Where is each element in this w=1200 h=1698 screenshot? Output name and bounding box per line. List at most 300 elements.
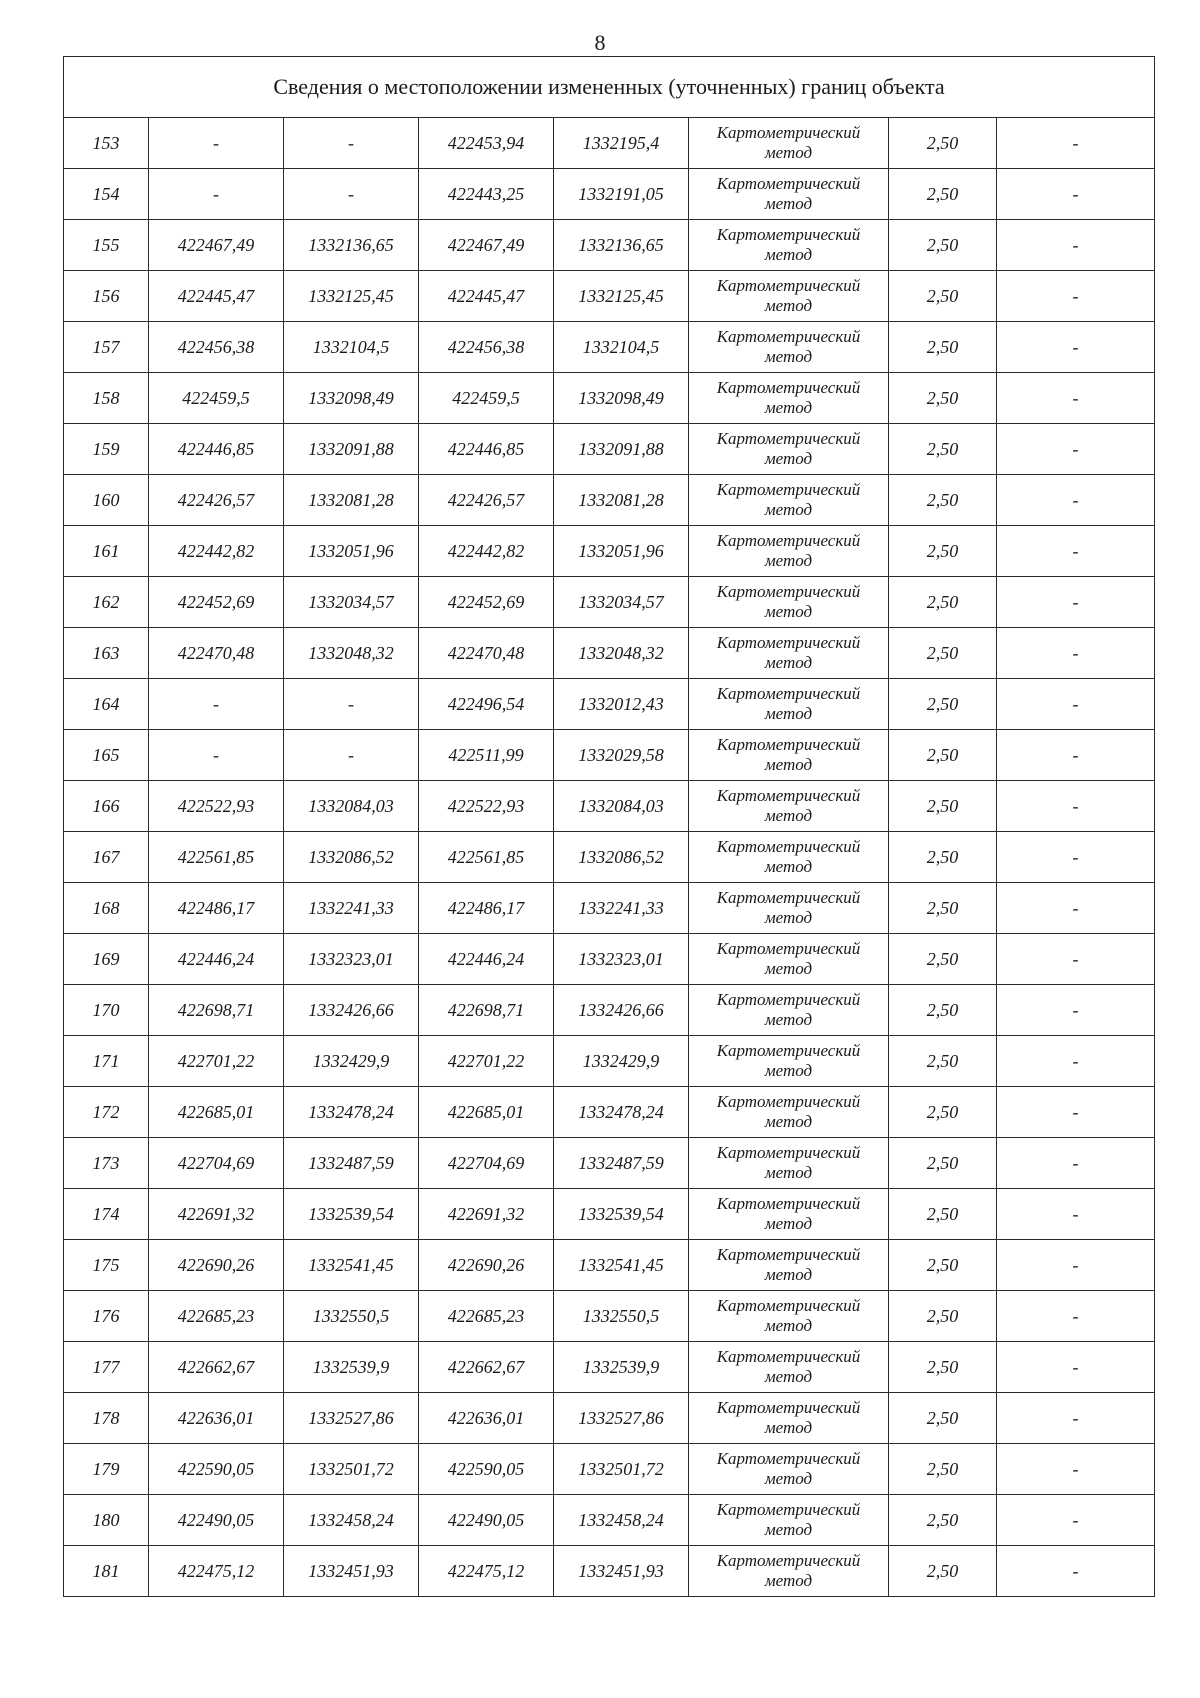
description-cell: - [997,1444,1155,1495]
method-line-2: метод [764,1214,813,1233]
refined-y-cell: 1332098,49 [554,373,689,424]
point-number-cell: 165 [64,730,149,781]
description-cell: - [997,934,1155,985]
existing-y-cell: 1332487,59 [284,1138,419,1189]
refined-x-cell: 422426,57 [419,475,554,526]
method-line-2: метод [764,245,813,264]
method-line-2: метод [764,1112,813,1131]
point-number-cell: 176 [64,1291,149,1342]
existing-y-cell: 1332136,65 [284,220,419,271]
existing-x-cell: 422486,17 [149,883,284,934]
refined-x-cell: 422691,32 [419,1189,554,1240]
refined-x-cell: 422685,01 [419,1087,554,1138]
existing-x-cell: - [149,679,284,730]
method-line-1: Картометрический [716,1347,861,1366]
refined-y-cell: 1332081,28 [554,475,689,526]
method-line-2: метод [764,602,813,621]
existing-x-cell: 422426,57 [149,475,284,526]
accuracy-cell: 2,50 [889,322,997,373]
existing-y-cell: 1332478,24 [284,1087,419,1138]
method-cell [689,475,889,526]
description-cell: - [997,781,1155,832]
accuracy-cell: 2,50 [889,730,997,781]
accuracy-cell: 2,50 [889,1393,997,1444]
refined-y-cell: 1332539,9 [554,1342,689,1393]
description-cell: - [997,220,1155,271]
description-cell: - [997,1342,1155,1393]
method-cell [689,1036,889,1087]
existing-y-cell: 1332429,9 [284,1036,419,1087]
refined-x-cell: 422452,69 [419,577,554,628]
refined-x-cell: 422662,67 [419,1342,554,1393]
refined-y-cell: 1332012,43 [554,679,689,730]
existing-x-cell: 422475,12 [149,1546,284,1597]
method-line-2: метод [764,1265,813,1284]
description-cell: - [997,322,1155,373]
refined-x-cell: 422704,69 [419,1138,554,1189]
refined-y-cell: 1332104,5 [554,322,689,373]
point-number-cell: 158 [64,373,149,424]
method-cell [689,1291,889,1342]
method-line-2: метод [764,1571,813,1590]
accuracy-cell: 2,50 [889,934,997,985]
existing-y-cell: - [284,730,419,781]
table-row [64,475,1155,526]
existing-x-cell: 422685,23 [149,1291,284,1342]
method-cell [689,679,889,730]
description-cell: - [997,679,1155,730]
method-line-1: Картометрический [716,327,861,346]
table-row [64,883,1155,934]
point-number-cell: 157 [64,322,149,373]
table-row [64,118,1155,169]
accuracy-cell: 2,50 [889,475,997,526]
point-number-cell: 170 [64,985,149,1036]
table-row [64,1036,1155,1087]
method-line-1: Картометрический [716,582,861,601]
accuracy-cell: 2,50 [889,1444,997,1495]
accuracy-cell: 2,50 [889,526,997,577]
method-line-2: метод [764,857,813,876]
method-cell [689,220,889,271]
refined-y-cell: 1332086,52 [554,832,689,883]
existing-y-cell: 1332104,5 [284,322,419,373]
refined-x-cell: 422445,47 [419,271,554,322]
method-cell [689,883,889,934]
description-cell: - [997,1087,1155,1138]
method-line-1: Картометрический [716,531,861,550]
accuracy-cell: 2,50 [889,1342,997,1393]
existing-x-cell: 422636,01 [149,1393,284,1444]
table-row [64,934,1155,985]
existing-y-cell: 1332458,24 [284,1495,419,1546]
description-cell: - [997,1189,1155,1240]
refined-y-cell: 1332084,03 [554,781,689,832]
existing-y-cell: - [284,118,419,169]
method-cell [689,730,889,781]
method-line-1: Картометрический [716,1245,861,1264]
refined-y-cell: 1332125,45 [554,271,689,322]
table-title-row [64,57,1155,118]
existing-x-cell: 422467,49 [149,220,284,271]
method-cell [689,577,889,628]
refined-x-cell: 422690,26 [419,1240,554,1291]
existing-y-cell: 1332081,28 [284,475,419,526]
method-line-2: метод [764,1520,813,1539]
refined-x-cell: 422511,99 [419,730,554,781]
existing-y-cell: 1332086,52 [284,832,419,883]
refined-y-cell: 1332136,65 [554,220,689,271]
point-number-cell: 166 [64,781,149,832]
refined-x-cell: 422467,49 [419,220,554,271]
method-line-2: метод [764,1061,813,1080]
existing-y-cell: 1332323,01 [284,934,419,985]
method-line-2: метод [764,398,813,417]
accuracy-cell: 2,50 [889,1495,997,1546]
method-line-1: Картометрический [716,1449,861,1468]
existing-x-cell: 422690,26 [149,1240,284,1291]
refined-y-cell: 1332541,45 [554,1240,689,1291]
method-cell [689,985,889,1036]
existing-x-cell: 422522,93 [149,781,284,832]
accuracy-cell: 2,50 [889,1036,997,1087]
method-line-1: Картометрический [716,480,861,499]
method-cell [689,1087,889,1138]
method-cell [689,1495,889,1546]
description-cell: - [997,1240,1155,1291]
accuracy-cell: 2,50 [889,271,997,322]
existing-y-cell: 1332034,57 [284,577,419,628]
point-number-cell: 167 [64,832,149,883]
method-line-2: метод [764,449,813,468]
description-cell: - [997,985,1155,1036]
existing-y-cell: 1332527,86 [284,1393,419,1444]
method-cell [689,1138,889,1189]
existing-x-cell: 422590,05 [149,1444,284,1495]
table-row [64,577,1155,628]
method-line-2: метод [764,1163,813,1182]
table-title: Сведения о местоположении измененных (уточненных) границ объекта [64,57,1155,118]
existing-y-cell: 1332501,72 [284,1444,419,1495]
accuracy-cell: 2,50 [889,118,997,169]
description-cell: - [997,577,1155,628]
refined-y-cell: 1332195,4 [554,118,689,169]
refined-y-cell: 1332451,93 [554,1546,689,1597]
accuracy-cell: 2,50 [889,220,997,271]
method-line-1: Картометрический [716,378,861,397]
method-line-1: Картометрический [716,429,861,448]
existing-x-cell: 422445,47 [149,271,284,322]
table-row [64,985,1155,1036]
method-line-2: метод [764,500,813,519]
method-cell [689,526,889,577]
method-cell [689,1189,889,1240]
table-row [64,1291,1155,1342]
method-line-1: Картометрический [716,174,861,193]
point-number-cell: 179 [64,1444,149,1495]
method-line-2: метод [764,143,813,162]
accuracy-cell: 2,50 [889,424,997,475]
method-cell [689,934,889,985]
method-cell [689,322,889,373]
existing-x-cell: 422442,82 [149,526,284,577]
point-number-cell: 168 [64,883,149,934]
existing-y-cell: 1332091,88 [284,424,419,475]
description-cell: - [997,373,1155,424]
method-line-2: метод [764,347,813,366]
description-cell: - [997,1036,1155,1087]
method-line-2: метод [764,1367,813,1386]
description-cell: - [997,730,1155,781]
method-line-2: метод [764,1418,813,1437]
point-number-cell: 181 [64,1546,149,1597]
existing-x-cell: - [149,118,284,169]
method-line-1: Картометрический [716,123,861,142]
refined-x-cell: 422490,05 [419,1495,554,1546]
table-row [64,1393,1155,1444]
existing-y-cell: 1332098,49 [284,373,419,424]
accuracy-cell: 2,50 [889,1138,997,1189]
accuracy-cell: 2,50 [889,1291,997,1342]
existing-x-cell: 422470,48 [149,628,284,679]
table-row [64,373,1155,424]
existing-x-cell: 422456,38 [149,322,284,373]
accuracy-cell: 2,50 [889,1087,997,1138]
existing-y-cell: 1332451,93 [284,1546,419,1597]
description-cell: - [997,118,1155,169]
point-number-cell: 156 [64,271,149,322]
existing-y-cell: 1332241,33 [284,883,419,934]
description-cell: - [997,1291,1155,1342]
method-line-2: метод [764,1316,813,1335]
point-number-cell: 178 [64,1393,149,1444]
description-cell: - [997,1393,1155,1444]
refined-x-cell: 422459,5 [419,373,554,424]
table-row [64,1546,1155,1597]
point-number-cell: 171 [64,1036,149,1087]
existing-x-cell: 422691,32 [149,1189,284,1240]
description-cell: - [997,424,1155,475]
refined-y-cell: 1332029,58 [554,730,689,781]
accuracy-cell: 2,50 [889,1189,997,1240]
description-cell: - [997,271,1155,322]
point-number-cell: 177 [64,1342,149,1393]
method-line-1: Картометрический [716,786,861,805]
existing-x-cell: 422685,01 [149,1087,284,1138]
method-line-2: метод [764,551,813,570]
existing-x-cell: 422698,71 [149,985,284,1036]
refined-y-cell: 1332539,54 [554,1189,689,1240]
existing-x-cell: 422662,67 [149,1342,284,1393]
refined-x-cell: 422636,01 [419,1393,554,1444]
method-line-2: метод [764,755,813,774]
description-cell: - [997,628,1155,679]
method-cell [689,1240,889,1291]
method-line-1: Картометрический [716,633,861,652]
refined-y-cell: 1332527,86 [554,1393,689,1444]
table-row [64,1342,1155,1393]
existing-x-cell: 422459,5 [149,373,284,424]
refined-x-cell: 422590,05 [419,1444,554,1495]
point-number-cell: 173 [64,1138,149,1189]
refined-x-cell: 422446,24 [419,934,554,985]
description-cell: - [997,169,1155,220]
method-cell [689,832,889,883]
description-cell: - [997,1495,1155,1546]
accuracy-cell: 2,50 [889,985,997,1036]
description-cell: - [997,1138,1155,1189]
accuracy-cell: 2,50 [889,1546,997,1597]
method-cell [689,628,889,679]
point-number-cell: 159 [64,424,149,475]
point-number-cell: 161 [64,526,149,577]
existing-x-cell: - [149,169,284,220]
accuracy-cell: 2,50 [889,1240,997,1291]
table-row [64,1138,1155,1189]
method-line-1: Картометрический [716,1194,861,1213]
refined-y-cell: 1332241,33 [554,883,689,934]
refined-x-cell: 422561,85 [419,832,554,883]
method-line-1: Картометрический [716,888,861,907]
refined-y-cell: 1332323,01 [554,934,689,985]
page-number: 8 [594,30,606,55]
table-row [64,1087,1155,1138]
refined-x-cell: 422685,23 [419,1291,554,1342]
table-row [64,322,1155,373]
description-cell: - [997,883,1155,934]
method-line-2: метод [764,1469,813,1488]
method-line-1: Картометрический [716,684,861,703]
point-number-cell: 172 [64,1087,149,1138]
description-cell: - [997,475,1155,526]
method-line-1: Картометрический [716,225,861,244]
table-row [64,271,1155,322]
existing-y-cell: 1332539,54 [284,1189,419,1240]
table-row [64,832,1155,883]
point-number-cell: 154 [64,169,149,220]
refined-y-cell: 1332478,24 [554,1087,689,1138]
table-row [64,424,1155,475]
method-cell [689,373,889,424]
existing-x-cell: 422452,69 [149,577,284,628]
table-row [64,781,1155,832]
point-number-cell: 160 [64,475,149,526]
existing-y-cell: 1332051,96 [284,526,419,577]
refined-y-cell: 1332550,5 [554,1291,689,1342]
method-line-2: метод [764,704,813,723]
table-row [64,1240,1155,1291]
method-line-2: метод [764,1010,813,1029]
refined-y-cell: 1332429,9 [554,1036,689,1087]
existing-y-cell: 1332084,03 [284,781,419,832]
existing-y-cell: 1332426,66 [284,985,419,1036]
method-cell [689,169,889,220]
point-number-cell: 153 [64,118,149,169]
existing-y-cell: 1332125,45 [284,271,419,322]
refined-x-cell: 422496,54 [419,679,554,730]
existing-y-cell: 1332048,32 [284,628,419,679]
refined-x-cell: 422475,12 [419,1546,554,1597]
method-cell [689,118,889,169]
accuracy-cell: 2,50 [889,883,997,934]
accuracy-cell: 2,50 [889,577,997,628]
description-cell: - [997,526,1155,577]
method-line-1: Картометрический [716,990,861,1009]
refined-x-cell: 422522,93 [419,781,554,832]
method-cell [689,424,889,475]
method-cell [689,1444,889,1495]
boundary-coordinates-table [63,56,1155,1597]
existing-y-cell: - [284,679,419,730]
refined-x-cell: 422446,85 [419,424,554,475]
point-number-cell: 175 [64,1240,149,1291]
refined-y-cell: 1332048,32 [554,628,689,679]
existing-x-cell: 422490,05 [149,1495,284,1546]
description-cell: - [997,1546,1155,1597]
refined-x-cell: 422443,25 [419,169,554,220]
table-row [64,730,1155,781]
refined-x-cell: 422453,94 [419,118,554,169]
method-cell [689,1546,889,1597]
existing-y-cell: - [284,169,419,220]
refined-y-cell: 1332426,66 [554,985,689,1036]
method-line-1: Картометрический [716,735,861,754]
method-line-2: метод [764,908,813,927]
point-number-cell: 169 [64,934,149,985]
description-cell: - [997,832,1155,883]
accuracy-cell: 2,50 [889,628,997,679]
accuracy-cell: 2,50 [889,781,997,832]
existing-x-cell: 422704,69 [149,1138,284,1189]
existing-y-cell: 1332550,5 [284,1291,419,1342]
point-number-cell: 155 [64,220,149,271]
method-line-2: метод [764,959,813,978]
refined-y-cell: 1332501,72 [554,1444,689,1495]
method-line-1: Картометрический [716,1041,861,1060]
existing-y-cell: 1332539,9 [284,1342,419,1393]
refined-y-cell: 1332191,05 [554,169,689,220]
accuracy-cell: 2,50 [889,679,997,730]
table-row [64,679,1155,730]
method-cell [689,1342,889,1393]
existing-y-cell: 1332541,45 [284,1240,419,1291]
refined-x-cell: 422442,82 [419,526,554,577]
existing-x-cell: 422561,85 [149,832,284,883]
accuracy-cell: 2,50 [889,169,997,220]
refined-x-cell: 422486,17 [419,883,554,934]
refined-x-cell: 422456,38 [419,322,554,373]
refined-y-cell: 1332034,57 [554,577,689,628]
table-row [64,1189,1155,1240]
method-line-2: метод [764,194,813,213]
point-number-cell: 180 [64,1495,149,1546]
existing-x-cell: - [149,730,284,781]
table-row [64,169,1155,220]
existing-x-cell: 422446,85 [149,424,284,475]
existing-x-cell: 422446,24 [149,934,284,985]
method-cell [689,1393,889,1444]
table-row [64,526,1155,577]
point-number-cell: 164 [64,679,149,730]
table-row [64,1444,1155,1495]
point-number-cell: 162 [64,577,149,628]
method-line-1: Картометрический [716,1398,861,1417]
method-line-1: Картометрический [716,1551,861,1570]
point-number-cell: 174 [64,1189,149,1240]
method-line-1: Картометрический [716,1143,861,1162]
refined-y-cell: 1332051,96 [554,526,689,577]
point-number-cell: 163 [64,628,149,679]
